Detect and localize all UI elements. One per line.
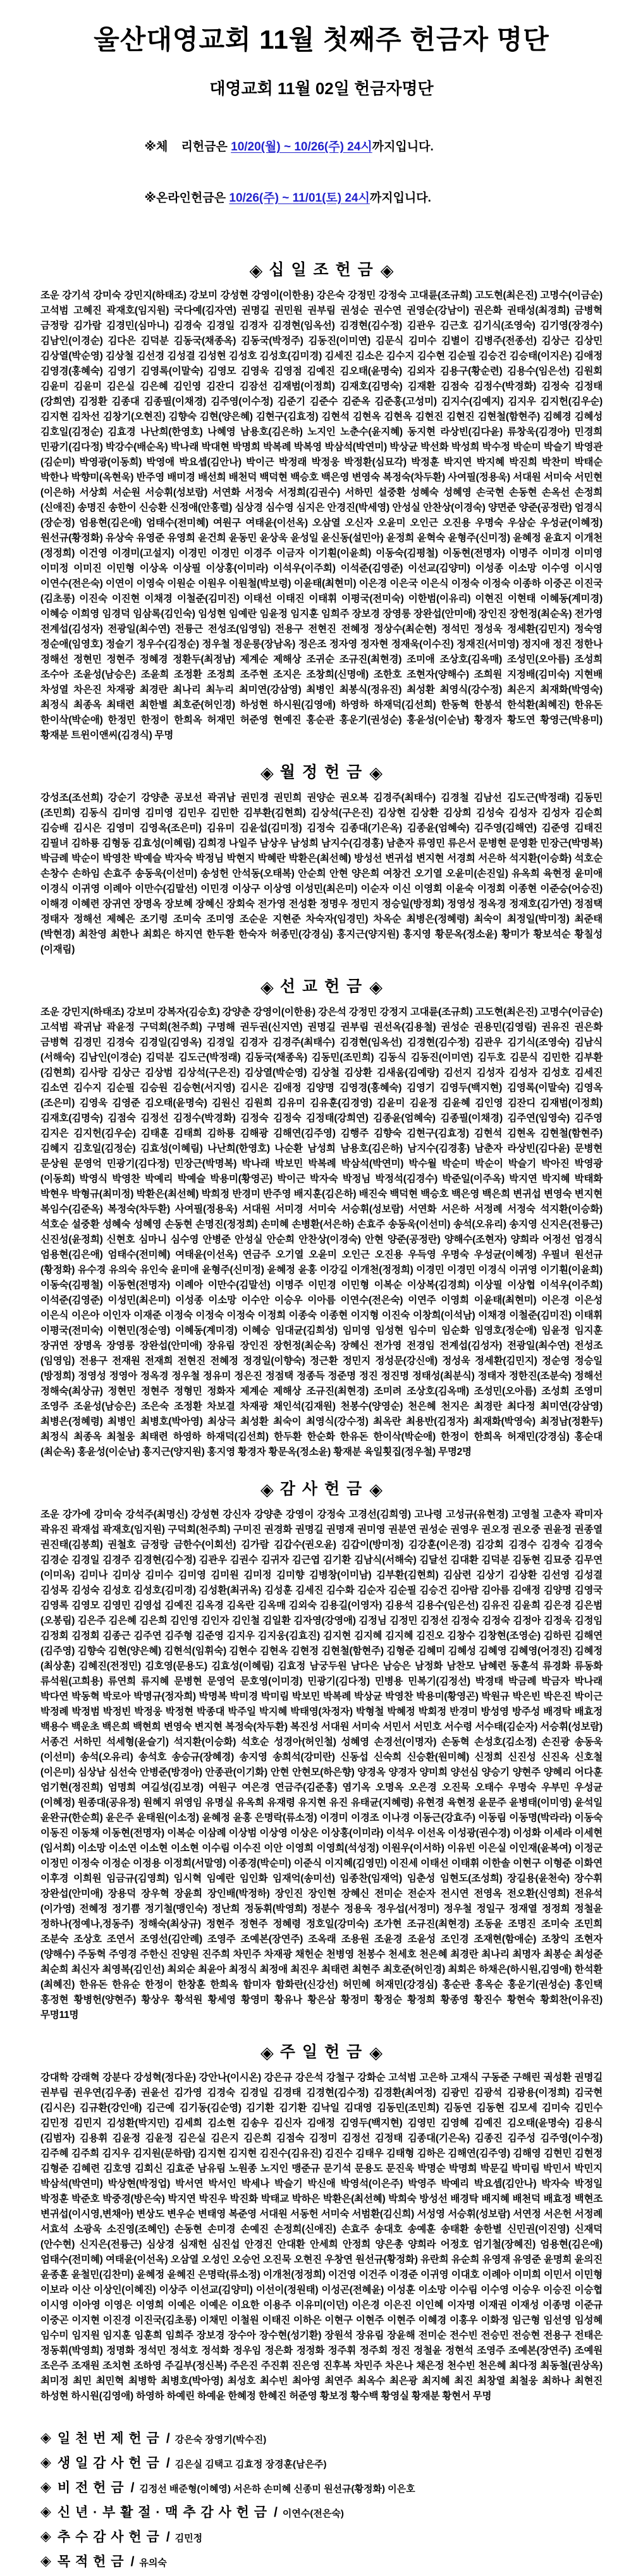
offering-period-link[interactable]: 10/20(월) ~ 10/26(주) 24시 [231,140,372,154]
donor-names: 조운 강기석 강미숙 강민지(하태조) 강보미 강성현 강영이(이한용) 강은숙 강정민 강정숙 고대륜(조규희) 고도현(최은진) 고명수(이금순) 고석범 고혜진 곽재호(임지원) 국다예(김자연) 권명길 권민원 권부림 권성순 권수연 권영순(강남이) 권은화 권태성(최경희) 금병혁 금정랑 김가람 김경민(심마니) 김경숙 김경일 김경자 김경현(임옥선) 김경현(김수정) 김관우 김근호 김기식(조영숙) 김기영(장경수) 김남인(이경순) 김다은 김덕분 김동국(채종옥) 김동국(박정주) 김동진(이미연) 김문식 김미수 김별이 김병주(전종선) 김상근 김상민 김상열(박순영) 김상철 김선경 김성결 김성현 김성호 김성호(김미경) 김세진 김소은 김수지 김수현 김순필 김승건 김승태(이지은) 김애정 김영경(홍혜숙) 김영기 김영록(이말숙) 김영모 김영욱 김영점 김예진 김오태(윤명숙) 김외자 김용구(황순련) 김용수(임은선) 김원회 김윤미 김윤미 김은실 김은혜 김인영 김잔디 김잠선 김재범(이정희) 김재호(김명숙) 김재환 김점숙 김정수(박경화) 김정숙 김정태(강희연) 김정환 김종대 김종필(이채경) 김주영(이수정) 김준기 김준수 김준옥 김준홍(고성미) 김지수(김예지) 김지우 김지헌(김우순) 김지현 김차선 김창기(오현진) 김향숙 김현(양은혜) 김현구(김효정) 김현석 김현옥 김현옥 김현진 김현진 김현철(함현주) 김혜경 김혜성 김호일(김정순) 김효경 나난희(한영호) 나혜영 남용호(김은하) 노지인 노춘수(윤지혜) 동지현 라상빈(김다윤) 류창욱(김경아) 민경희 민광기(김다정) 박강수(배순옥) 박나래 박대현 박명희 박복례 박복영 박삼석(박연미) 박상균 박선화 박성희 박수정 박순미 박슬기 박영관(김순미) 박영광(이동희) 박영애 박요셉(김안나) 박이근 박정래 박정웅 박정환(심묘각) 박정훈 박지연 박지혜 박진희 박찬미 박태순 박한나 박향미(옥현욱) 반주영 배미경 배선희 배천덕 백덕현 백승호 백은영 변영숙 복정숙(차두환) 사여필(정용욱) 서대원 서미숙 서민현(이은하) 서상회 서순원 서승휘(성보람) 서연화 서정숙 서정희(김권수) 서하민 설중환 성혜숙 성혜영 손국현 손동현 손옥선 손정희(신애진) 송명진 송한이 신승환 신정애(안홍렬) 심상경 심수영 심지은 안경진(박세영) 안성실 안찬상(이경숙) 양면준 양준(공정란) 엄경식(장순정) 엄용현(김은애) 엄태수(전미혜) 여원구 여태윤(이선옥) 오삼열 오신자 오윤미 오인근 오진용 우명숙 우삼순 우성균(이혜정) 원선규(황정화) 유상숙 유영준 유영희 윤건희 윤동민 윤상욱 윤성일 윤신동(설민아) 윤정희 윤혁숙 윤형주(신미정) 윤혜정 윤효지 이개천(정정희) 이건영 이경미(고설지) 이경민 이경민 이경주 이금자 이기훤(이윤희) 이동숙(김평철) 이동현(전명자) 이명주 이미경 이미영 이미정 이미진 이민형 이상옥 이상필 이상홍(이미라) 이석우(이주회) 이석준(김영준) 이선교(김양미) 이성종 이소망 이수영 이시영 이연수(전은숙) 이연이 이영숙 이원순 이원우 이원철(박보령) 이윤태(최현미) 이은경 이은국 이은식 이정숙 이정숙 이종하 이중곤 이진국(김초롱) 이진숙 이진현 이채경 이철준(김미진) 이태선 이태진 이태휘 이평국(전미숙) 이한범(이유리) 이현진 이현태 이혜동(계미경) 이혜승 이희영 임경덕 임삼록(김인숙) 임성현 임예란 임윤정 임지훈 임희주 장보경 장영롱 장완섭(안미애) 장인진 장헌정(최순옥) 전가영 전계섭(김성자) 전광일(최수연) 전륭근 전성조(임영임) 전용구 전현진 전혜정 정상수(최순현) 정석민 정성욱 정세환(김민지) 정숙영 정순애(임영호) 정슬기 정우수(김정순) 정우철 정운롱(장남옥) 정은조 정자영 정자현 정재욱(이수진) 정재진(서미영) 정지애 정진 정한나 정해선 정현민 정현주 정혜경 정환두(최정남) 제계순 제해상 조귀순 조규진(최현경) 조미애 조상호(김옥매) 조성민(오아름) 조성희 조수아 조윤성(남승은) 조윤희 조정환 조정희 조주현 조지은 조창희(신명애) 조한호 조현자(양해수) 조희원 지정배(김미숙) 지현배 차성열 차은진 차재광 최경란 최나리 최누리 최미연(강삼영) 최병인 최봉식(정유진) 최성환 최영식(강수정) 최은지 최재화(박영숙) 최정식 최종옥 최태련 최한별 최호준(허인경) 하성현 하시원(김영애) 하영하 하재덕(김선희) 한동혁 한봉석 한석환(최혜진) 한유돈 한이삭(박순애) 한정민 한정이 한희옥 허재민 허준영 현예진 홍순관 홍운기(권성순) 홍윤성(이순남) 황경자 황도연 황영근(박용미) 황재분 트윈이앤씨(김경식) 무명 [40,290,603,741]
section-monthly-offering [0,760,643,957]
diamond-icon: ◈ [260,978,274,997]
diamond-icon: ◈ [369,763,383,782]
special-title: 일 천 번 제 헌 금 [57,2431,160,2446]
notice-prefix: ※체 리헌금은 [144,140,231,154]
special-row-newyear-easter-harvest [40,2502,643,2521]
section-mission-offering [0,974,643,1460]
donor-names: 조운 강가에 강미숙 강석주(최명신) 강성현 강신자 강양춘 강영이 강정숙 고경선(김희영) 고나령 고성규(유현경) 고영철 고춘자 곽미자 곽유진 곽재섭 곽재호(임지원) 구덕회(천주희) 구미진 권경화 권명길 권명재 권미영 권분연 권성순 권영우 권오정 권오중 권윤정 권종열 권진태(김봉희) 권철호 금정랑 금한수(이회선) 김가람 김갑수(권오윤) 김갑이(방미정) 김강훈(이은경) 김강회 김경수 김경숙 김경숙 김경순 김경일 김경주 김경현(김수정) 김관우 김권수 김귀자 김근엽 김기환 김남식(서해숙) 김달선 김대환 김덕분 김동현 김묘중 김무연(이미옥) 김미나 김미상 김미수 김미영 김미원 김미정 김미향 김병창(이미남) 김부환(김현희) 김삼련 김상기 김상환 김선영 김성결 김성목 김성숙 김성호 김성호(김미경) 김성환(최귀옥) 김성훈 김세진 김수화 김순자 김순필 김승건 김아람 김아름 김애정 김양명 김영국 김영록 김영모 김영민 김영섭 김예진 김옥경 김옥란 김옥매 김외숙 김용길(이영자) 김용석 김용수(임은선) 김유진 김윤희 김은경 김은범(오봉림) 김은주 김은혜 김은희 김인영 김인자 김인철 김일환 김자영(강영애) 김정님 김정민 김정선 김정숙 김정숙 김정아 김정욱 김정임 김정회 김정회 김종근 김주연 김주형 김준영 김지우 김지웅(김효진) 김지현 김지혜 김지혜 김진오 김창수 김창현(조영순) 김하린 김해연(김주영) 김향숙 김현(양은혜) 김현석(임휘숙) 김현수 김현옥 김현정 김현철(함현주) 김형준 김혜미 김혜성 김혜영 김혜영(어경진) 김혜정(최상훈) 김혜진(전정민) 김호영(문용도) 김효성(이혜림) 김효정 남궁두원 남다은 남승은 남정화 남찬모 남혜련 동훈석 류경화 류동화 류석원(고희용) 류연희 류지혜 문병현 문영억 문호영(이미경) 민광기(김다정) 민병용 민복기(김정선) 박경태 박금례 박금자 박나래 박다연 박동혁 박로아 박명규(정자희) 박명복 박미경 박미림 박보민 박복례 박상균 박영찬 박용미(황영곤) 박원규 박은빈 박은진 박이근 박정례 박정범 박정빈 박정웅 박정현 박종대 박주일 박지혜 박태영(차정자) 박형철 박혜정 박회정 반경미 방성영 방주성 배경탁 배효정 백용수 백운초 백은희 백현희 변영숙 변지현 복정숙(차두환) 복진성 서대원 서미숙 서민서 서민호 서수령 서수태(김순자) 서승휘(성보람) 서종건 서하민 석세형(윤슬기) 석지환(이승화) 석호순 성경아(허인철) 성혜영 손경선(이명자) 손동혁 손성호(김소정) 손진광 송동욱(이선미) 송석(오유리) 송석호 송승규(장혜경) 송지영 송희석(강미란) 신동섭 신숙희 신승환(원미혜) 신정희 신진성 신진옥 신호철(이은미) 심상남 심선숙 안병준(방경아) 안종관(이기화) 안현 안현모(하은향) 양경옥 양경자 양미희 양선심 양승기 양현주 양혜리 어다훈 엄기현(정진희) 엄명희 여길성(김보경) 여원구 여은경 연금주(김준홍) 염기옥 오명옥 오은경 오진묵 오태수 우명숙 우부민 우성균(이혜정) 원종대(공유정) 원혜지 위영임 유명실 유옥희 유재령 유지현 유진 유태균(지혜령) 유현경 육현정 윤문주 윤병태(이미영) 윤석일 윤완규(한순희) 윤은주 윤태원(이소정) 윤혜정 윤홍 은명락(류소정) 이경미 이경조 이나경 이동근(강효주) 이동림 이동명(박라라) 이동숙 이동진 이동채 이동현(전명자) 이복순 이삼례 이상범 이상영 이상은 이상홍(이미라) 이석우 이선옥 이성광(권수경) 이성화 이세라 이세현(임서희) 이소망 이소연 이소현 이소현 이수림 이수진 이안 이영희 이영희(석성정) 이원우(이서하) 이유빈 이은실 이인재(윤복여) 이정군 이정민 이정숙 이정순 이정용 이정희(서말영) 이종경(박순미) 이준식 이지혜(김영민) 이진세 이태선 이태휘 이한솔 이현구 이형준 이화연 이후경 이희원 임금규(김영희) 임시혁 임예란 임인화 임재억(송미선) 임종찬(임재억) 임춘성 임현도(조성희) 장길용(윤천숙) 장수휘 장완섭(안미애) 장용덕 장우혁 장윤희 장인배(박정하) 장인진 장인현 장혜신 전미순 전순자 전시연 전영옥 전오환(신영희) 전유석(이가영) 전혜정 정기쁨 정기철(맹인숙) 정난희 정동휘(박영희) 정분수 정용욱 정우섭(서정미) 정우철 정일구 정재열 정정희 정철윤 정하나(정예나,정동주) 정해숙(최상규) 정현주 정현주 정혜령 정호일(강미숙) 조가현 조규진(최현경) 조동윤 조명진 조미숙 조민희 조분숙 조상호 조연서 조영선(김안례) 조영주 조예본(장연주) 조옥래 조용원 조윤경 조윤성 조인경 조재현(함애순) 조창익 조현자(양해수) 주동혁 주영경 주한신 진양원 진주희 차민주 차재광 채헌순 천병영 천봉수 천세호 천은혜 최경란 최나리 최명자 최봉순 최성준 최순희 최신자 최영복(김인선) 최외순 최윤아 최정식 최정애 최진우 최태련 최현주 최호준(허인경) 최회은 하채은(하시원,김영애) 한석환(최혜진) 한유돈 한유순 한정이 한창훈 한희옥 함미자 함화란(신강선) 허민혜 허재민(강경심) 홍순관 홍옥순 홍운기(권성순) 홍인택 홍정현 황병헌(양현주) 황상우 황석원 황세영 황영미 황유나 황은삼 황정미 황정순 황정희 황종영 황진수 황현숙 황회찬(이유진) 무명11명 [40,1509,603,2020]
donor-names: 조운 강민지(하태조) 강보미 강복자(김승호) 강양춘 강영이(이한용) 강은석 강정민 강정지 고대륜(조규희) 고도현(최은진) 고명수(이금순) 고석범 곽귀남 곽윤정 구덕회(천주희) 구명해 권두권(신지연) 권명길 권부림 권선옥(김용철) 권성순 권용민(김영림) 권유진 권은화 금병혁 김경민 김경숙 김경일(김영옥) 김경일 김경자 김경주(최태수) 김경현(임옥선) 김경현(김수정) 김관우 김기식(조영숙) 김남식(서해숙) 김남인(이경순) 김덕분 김도근(박정래) 김동국(채종옥) 김동민(조민희) 김동식 김동진(이미연) 김두호 김문식 김민한 김부환(김현희) 김사랑 김상근 김상범 김상석(구은진) 김상열(박순영) 김상철 김상환 김새움(김예랑) 김선지 김성자 김성자 김성호 김세진 김소연 김수지 김순필 김승원 김승현(서지영) 김시은 김애정 김양명 김영경(홍혜숙) 김영기 김영두(백지현) 김영록(이말숙) 김영옥(조은미) 김영욱 김영준 김오태(윤명숙) 김원신 김원희 김유미 김유훈(김경영) 김윤미 김윤정 김윤혜 김인영 김잔디 김재범(이정희) 김재호(김명숙) 김점숙 김정선 김정수(박경화) 김정숙 김정숙 김정태(강희연) 김종윤(엄혜숙) 김종필(이채경) 김주연(임영숙) 김주영 김지은 김지헌(김우순) 김태훈 김태희 김하룡 김해광 김해연(김주영) 김행주 김향숙 김현구(김효정) 김현석 김현옥 김현철(함현주) 김혜지 김호일(김정순) 김효성(이혜림) 나난희(한영호) 나순환 남성희 남용호(김은하) 남지수(김경홍) 남춘자 라상빈(김다윤) 문병현 문상원 문영억 민광기(김다정) 민장근(박명복) 박나래 박보민 박복례 박삼석(박연미) 박수월 박순미 박순이 박슬기 박아진 박영광(이동희) 박영식 박영찬 박예리 박예슬 박용미(황영곤) 박이근 박자숙 박정님 박정석(김경수) 박준일(이주옥) 박지연 박지혜 박태화 박현우 박형규(최미정) 박환은(최선혜) 박희정 반경미 반주영 배지훈(김은하) 배진숙 백덕현 백승호 백은영 백은희 변귀섭 변영숙 변지현 복임수(김준옥) 복정숙(차두환) 사여필(정용욱) 서대원 서미경 서미숙 서승휘(성보람) 서연화 서은하 서정례 서정숙 석지환(이승화) 석호순 설중환 성혜숙 성혜영 손동현 손명진(정정희) 손미혜 손병환(서은하) 손효주 송동욱(이선미) 송석(오유리) 송지영 신지은(전륭근) 신진성(윤정희) 신현호 심마니 심수영 안병준 안성실 안순희 안찬상(이경숙) 안현 양준(공정란) 양해수(조현자) 양희라 어정선 엄경식 엄용현(김은애) 엄태수(전미혜) 여태윤(이선옥) 연금주 오기열 오윤미 오인근 오진용 우득영 우명숙 우성균(이혜정) 우필녀 원선규(황정화) 유수경 유의숙 유인숙 윤미애 윤형주(신미정) 윤혜정 윤홍 이강길 이개천(정정희) 이경민 이경민 이경식 이귀영 이기훤(이윤희) 이동숙(김평철) 이동현(전명자) 이례아 이만수(김말선) 이명주 이민경 이민형 이복순 이상복(김경희) 이상필 이상협 이석우(이주희) 이석준(김영준) 이성민(최은미) 이성종 이소망 이수안 이승우 이아름 이연수(전은숙) 이연주 이영희 이윤태(최현미) 이은경 이은성 이은식 이은아 이인자 이재준 이정숙 이정숙 이정숙 이정희 이종숙 이종현 이지형 이진숙 이창희(이석남) 이채경 이철준(김미진) 이태휘 이평국(전미숙) 이현민(정순영) 이혜동(계미경) 이혜승 임대균(김희성) 임미영 임성현 임수미 임순화 임영호(정순애) 임윤정 임지훈 장귀연 장명옥 장영롱 장완섭(안미애) 장유림 장인진 장헌정(최순옥) 장혜신 전가영 전경임 전계섭(김성자) 전광일(최수연) 전성조(임영임) 전용구 전재원 전재희 전현진 전혜정 정경일(이향숙) 정근환 정민지 정성문(강신애) 정성욱 정세환(김민지) 정순영 정승일(방정희) 정영성 정영아 정옥경 정우철 정유미 정은진 정점택 정종득 정준명 정진 정진명 정태성(최분식) 정태자 정한진(조분숙) 정해선 정해숙(최상규) 정현민 정현주 정형민 정화자 제계순 제해상 조규진(최현경) 조미려 조상호(김옥매) 조성민(오아름) 조성희 조영미 조영주 조윤성(남승은) 조은숙 조정환 차보결 차재광 채인석(김재원) 천봉수(양영순) 천은혜 천지은 최경란 최다정 최미연(강삼영) 최병은(정혜령) 최병인 최병호(박아영) 최상극 최성환 최숙이 최영식(강수정) 최옥란 최용반(김정자) 최재화(박영숙) 최정남(정환두) 최정식 최종옥 최철웅 최태련 하영하 하재덕(김선희) 한두환 한순화 한유돈 한이삭(박순애) 한정이 한희옥 허재민(강경심) 홍순대(최순옥) 홍윤성(이순남) 홍지근(양지원) 홍지영 황경자 황문옥(정소윤) 황재분 육일횟집(정우철) 무명2명 [40,1007,603,1457]
page-title: 울산대영교회 11월 첫째주 헌금자 명단 [94,25,549,54]
section-header [0,257,643,281]
special-offerings-list [40,2428,643,2570]
donor-names: 김은실 김택고 김효정 장경훈(남은주) [175,2459,327,2470]
slash-separator: / [274,2505,278,2520]
donor-names: 김민정 [175,2533,203,2544]
section-title: 월 정 헌 금 [279,763,364,781]
diamond-icon: ◈ [260,2043,274,2062]
diamond-icon: ◈ [260,763,274,782]
section-sunday-offering [0,2039,643,2404]
diamond-icon: ◈ [369,978,383,997]
special-title: 추 수 감 사 헌 금 [57,2530,160,2544]
notice-block [145,104,499,241]
slash-separator: / [166,2456,170,2470]
diamond-icon: ◈ [260,1480,274,1499]
donor-names: 유의숙 [139,2558,167,2568]
special-title: 생 일 감 사 헌 금 [57,2456,160,2470]
slash-separator: / [166,2431,170,2446]
slash-separator: / [166,2530,170,2544]
page-subtitle: 대영교회 11월 02일 헌금자명단 [209,79,434,98]
diamond-icon: ◈ [249,261,263,280]
section-header [0,2039,643,2063]
diamond-icon: ◈ [40,2553,51,2568]
section-title: 감 사 헌 금 [279,1480,364,1498]
section-header [0,760,643,783]
section-header [0,1476,643,1500]
donor-names: 강대학 강래혁 강분다 강성혁(정다운) 강안나(이시온) 강은규 강은석 강철구 강화순 고석범 고은하 고재식 구동준 구해린 궉성환 권명길 권부림 권우연(김우종) 권윤선 김가영 김경숙 김경일 김경태 김경현(김수정) 김경환(최여정) 김광민 김광석 김광용(이정희) 김국현(김시은) 김규환(강인애) 김근예 김기동(김순영) 김기환 김기환 김낙일 김대영 김동민(조민희) 김동연 김동현 김모세 김미숙 김민수 김민정 김민지 김성환(박지민) 김세희 김소현 김송우 김신자 김애정 김영두(백지현) 김영민 김영혜 김예진 김오태(윤명숙) 김용식(김범자) 김용휘 김윤정 김윤정 김은실 김은지 김은희 김점숙 김정미 김정선 김정태 김종대(기은옥) 김종진 김주성 김주영(이수정) 김주혜 김주희 김지우 김지원(문하람) 김지현 김지현 김진수(김유진) 김진수 김태우 김태형 김하은 김해연(김주영) 김해영 김현민 김현정 김형준 김혜련 김호영 김회신 김효준 남유림 노원종 노지인 맹준규 문기석 문용도 문진욱 박명순 박명희 박문길 박미림 박민서 박민지 박삼석(박연미) 박상현(박정업) 박서연 박서인 박세나 박슬기 박신애 박영석(이은주) 박영주 박예리 박요셉(김안나) 박자숙 박정일 박정훈 박준호 박중경(방은숙) 박지연 박진우 박진화 박태교 박하은 박환은(최선혜) 박희숙 방성선 배경탁 배지혜 배천덕 배효정 백현조 변귀섭(이시영,변채아) 변상도 변우순 변태영 복준영 서대원 서동헌 서미숙 서범환(김신희) 서성영 서승휘(성보람) 서연정 서은헌 서정례 서효석 소광욱 소진영(조혜인) 손동현 손미경 손예진 손정희(신애진) 손효주 송대호 송예훈 송태환 송한별 신민권(이진영) 신재덕(안수현) 신지은(전륭근) 심상경 심재헌 심진섭 안경진 안대환 안세희 안정희 양은총 양희라 어정호 엄기철(장혜진) 엄용현(김은애) 엄태수(전미혜) 여태윤(이선옥) 오삼열 오성인 오승언 오진묵 오현진 우창연 원선규(황정화) 유란희 유순희 유영재 유영준 윤명희 윤의진 윤종훈 윤철민(김찬미) 윤혜정 윤혜진 은명락(류소정) 이개천(정정희) 이건영 이건주 이경준 이귀영 이대호 이례아 이미희 이민서 이민형 이보라 이산 이상인(이혜진) 이상주 이선교(김양미) 이선이(정원태) 이성곤(전혜윤) 이성훈 이소망 이수림 이수영 이승우 이승진 이승협 이시영 이아영 이영은 이영희 이예은 이예은 이요한 이용주 이유미(이던) 이은경 이은진 이인혜 이자명 이재권 이재성 이종명 이준규 이중곤 이지현 이진경 이진국(김초롱) 이채민 이철원 이태진 이하은 이현구 이현주 이현주 이혜경 이홍우 이화정 임근형 임선영 임성혜 임수미 임지원 임지훈 임훈희 임희주 장보경 장수아 장수현(성기환) 장원석 장유림 장윤해 전미순 전수빈 전승민 전승현 전용구 전태은 정동휘(박영희) 정명화 정석민 정석호 정석화 정우임 정은화 정정화 정주휘 정주회 정진 정철윤 정현석 조영주 조예본(장연주) 조예원 조은주 조재원 조치현 조하영 주길부(정신복) 주은진 주진휘 진은영 진후복 차민주 차은나 채은정 천수빈 천은혜 최다정 최동철(권상옥) 최미정 최민 최민혁 최병학 최병호(박아영) 최성호 최수빈 최아영 최연주 최옥수 최은광 최지혜 최진 최창열 최철웅 최하나 최현진 하성현 하시원(김영애) 하영하 하예린 하예윤 한혜정 한혜진 허준영 황보정 황수백 황영실 황재분 황현서 무명 [40,2072,603,2402]
diamond-icon: ◈ [40,2454,51,2470]
diamond-icon: ◈ [369,2043,383,2062]
special-title: 목 적 헌 금 [57,2555,125,2569]
donor-names: 김정선 배준형(이혜영) 서은하 손미혜 신종미 원선규(황정화) 이은호 [139,2484,415,2494]
section-title: 선 교 헌 금 [279,978,364,995]
special-row-birthday-thanksgiving [40,2453,643,2472]
diamond-icon: ◈ [40,2479,51,2494]
slash-separator: / [130,2481,135,2495]
section-tithe-offering [0,257,643,743]
special-row-thousand-burnt-offering [40,2428,643,2447]
diamond-icon: ◈ [380,261,394,280]
diamond-icon: ◈ [369,1480,383,1499]
diamond-icon: ◈ [40,2528,51,2544]
online-offering-period-link[interactable]: 10/26(주) ~ 11/01(토) 24시 [229,191,370,205]
diamond-icon: ◈ [40,2503,51,2519]
slash-separator: / [130,2555,135,2569]
section-header [0,974,643,997]
notice-online-offering [145,190,499,207]
section-title: 주 일 헌 금 [279,2043,364,2061]
special-title: 비 전 헌 금 [57,2481,125,2495]
special-row-vision-offering [40,2477,643,2496]
section-thanksgiving-offering [0,1476,643,2023]
donor-names: 강성조(조선희) 강순기 강양춘 공보선 곽귀남 권민경 권민희 권양순 권오복 김경주(최태수) 김경철 김남선 김도근(박정래) 김동민(조민희) 김동식 김미영 김미영 김민우 김민한 김부환(김현희) 김상석(구은진) 김상현 김상환 김상희 김성숙 김성자 김성자 김순희 김승배 김시은 김영미 김영옥(조은미) 김유미 김윤섭(김미정) 김정숙 김종대(기은옥) 김종윤(엄혜숙) 김주영(김해연) 김준영 김태진 김필녀 김하룡 김형동 김효성(이혜림) 김희경 나일주 남상우 남성희 남지수(김경홍) 남춘자 류영민 류은서 문병현 문영환 민장근(박명복) 박금례 박순이 박영찬 박예슬 박자숙 박정님 박현지 박혜란 박환은(최선혜) 방성선 변귀섭 변지현 서경희 서은하 석지환(이승화) 석호순 손창수 손하임 손효주 송동욱(이선미) 송성헌 안석동(오태복) 안순희 안현 양은희 여창건 오기열 오윤미(손진일) 유옥희 육현정 윤미애 이경식 이귀영 이례아 이만수(김말선) 이민경 이상구 이상영 이성민(최은미) 이순자 이신 이영회 이윤숙 이정회 이종현 이준승(어승진) 이해경 이혜련 장귀연 장명옥 장보혜 장혜신 장회숙 전가영 전성환 정명우 정민지 정승일(방정회) 정영성 정옥경 정재호(김가연) 정점택 정태자 정해선 제혜은 조기령 조미숙 조미영 조순운 지현준 차숙자(임경민) 차옥순 최병은(정혜령) 최숙이 최정일(박미정) 최준태(박현경) 최찬영 최한나 최회은 하지연 한두환 한숙자 허종민(강경심) 홍지근(양지원) 홍지영 황문옥(정소윤) 황미가 황보석순 황칠성(이재림) [40,793,603,955]
special-row-purpose-offering [40,2551,643,2570]
donor-names: 이연수(전은숙) [282,2508,344,2519]
notice-suffix: 까지입니다. [372,140,434,154]
donor-names: 강은숙 장영기(박수진) [175,2434,267,2445]
special-title: 신 년 · 부 활 절 · 맥 추 감 사 헌 금 [57,2505,268,2520]
section-title: 십 일 조 헌 금 [269,261,374,279]
notice-prefix: ※온라인헌금은 [144,191,230,205]
notice-cherry-offering [145,138,499,155]
diamond-icon: ◈ [40,2429,51,2445]
notice-suffix: 까지입니다. [369,191,431,205]
special-row-autumn-thanksgiving [40,2527,643,2546]
